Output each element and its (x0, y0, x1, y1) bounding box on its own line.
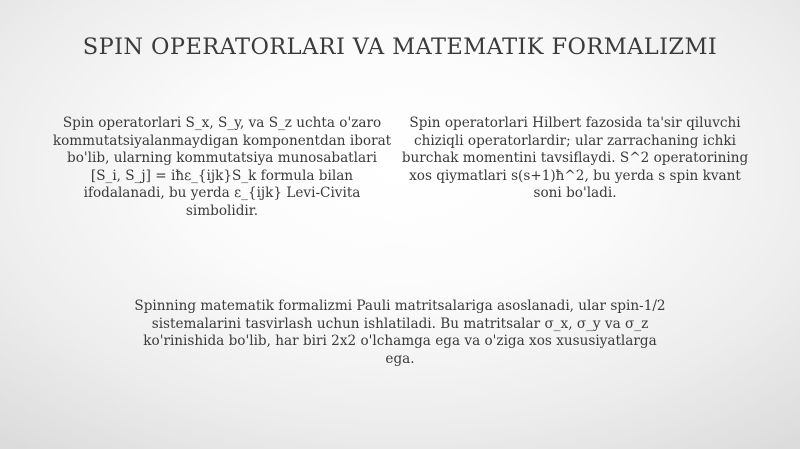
left-text-block: Spin operatorlari S_x, S_y, va S_z uchta o'zaro kommutatsiyalanmaydigan komponentdan iborat bo'lib, ularning kommutatsiya munosabatlari [S_i, S_j] = iħε_{ijk}S_k formula bilan ifodalanadi, bu yerda ε_{ijk} Levi-Civita simbolidir. (52, 115, 392, 219)
bottom-text-block: Spinning matematik formalizmi Pauli matritsalariga asoslanadi, ular spin-1/2 sistemalarini tasvirlash uchun ishlatiladi. Bu matritsalar σ_x, σ_y va σ_z ko'rinishida bo'lib, har biri 2x2 o'lchamga ega va o'ziga xos xususiyatlarga ega. (134, 298, 666, 367)
right-text-block: Spin operatorlari Hilbert fazosida ta'sir qiluvchi chiziqli operatorlardir; ular zarrachaning ichki burchak momentini tavsiflaydi. S^2 operatorining xos qiymatlari s(s+1)ħ^2, bu yerda s spin kvant soni bo'ladi. (401, 115, 749, 202)
slide-title: SPIN OPERATORLARI VA MATEMATIK FORMALIZMI (82, 34, 718, 60)
